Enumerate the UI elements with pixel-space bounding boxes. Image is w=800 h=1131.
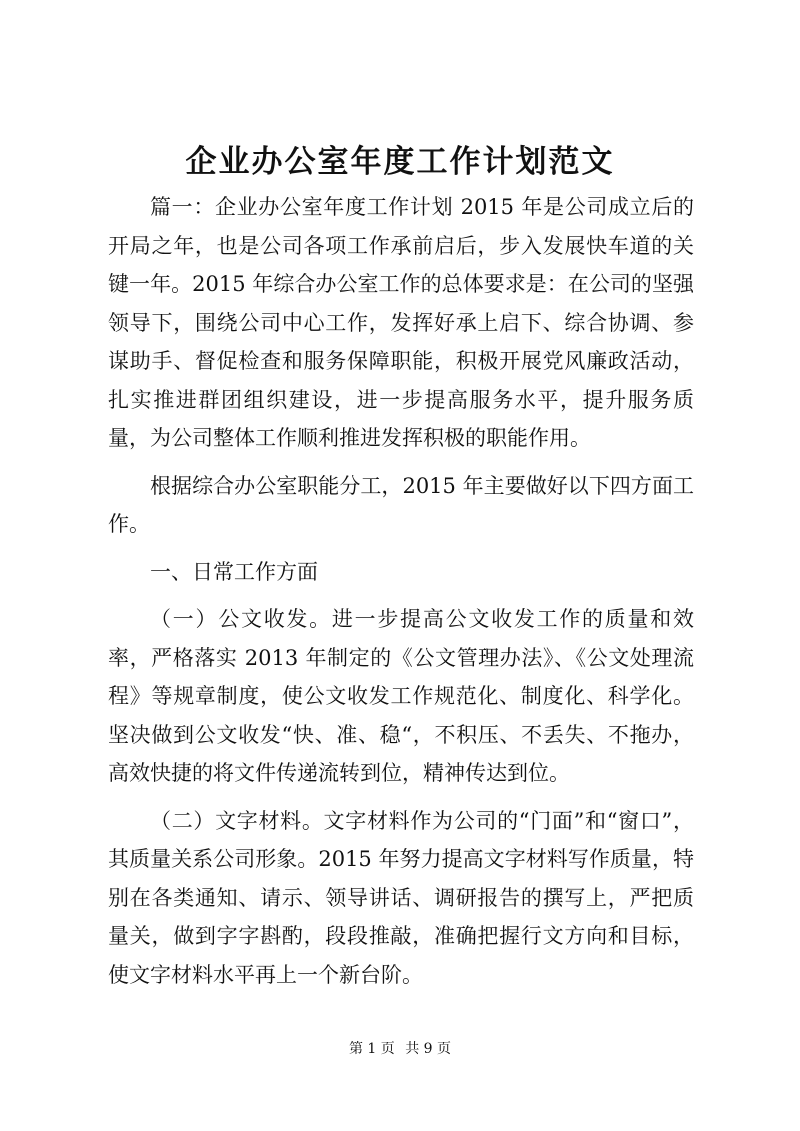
section-heading-daily-work: 一、日常工作方面 bbox=[150, 559, 318, 584]
total-pages: 共 9 页 bbox=[405, 1041, 452, 1057]
page-footer bbox=[0, 1040, 800, 1058]
document-body bbox=[108, 188, 694, 1003]
item-document-handling: （一）公文收发。进一步提高公文收发工作的质量和效率，严格落实 2013 年制定的《公文管理办法》、《公文处理流程》等规章制度，使公文收发工作规范化、制度化、科学化。坚决做到公文收发“快、准、稳“，不积压、不丢失、不拖办，高效快捷的将文件传递流转到位，精神传达到位。 bbox=[108, 607, 694, 785]
paragraph-scope: 根据综合办公室职能分工，2015 年主要做好以下四方面工作。 bbox=[108, 473, 694, 536]
page-number: 第 1 页 bbox=[348, 1041, 395, 1057]
paragraph-intro: 篇一：企业办公室年度工作计划 2015 年是公司成立后的开局之年，也是公司各项工作承前启后，步入发展快车道的关键一年。2015 年综合办公室工作的总体要求是：在公司的坚强领导下，围绕公司中心工作，发挥好承上启下、综合协调、参谋助手、督促检查和服务保障职能，积极开展党风廉政活动，扎实推进群团组织建设，进一步提高服务水平，提升服务质量，为公司整体工作顺利推进发挥积极的职能作用。 bbox=[108, 195, 694, 450]
item-written-materials: （二）文字材料。文字材料作为公司的“门面”和“窗口”，其质量关系公司形象。2015 年努力提高文字材料写作质量，特别在各类通知、请示、领导讲话、调研报告的撰写上，严把质量关，做到字字斟酌，段段推敲，准确把握行文方向和目标，使文字材料水平再上一个新台阶。 bbox=[108, 808, 694, 987]
document-title: 企业办公室年度工作计划范文 bbox=[185, 144, 615, 180]
